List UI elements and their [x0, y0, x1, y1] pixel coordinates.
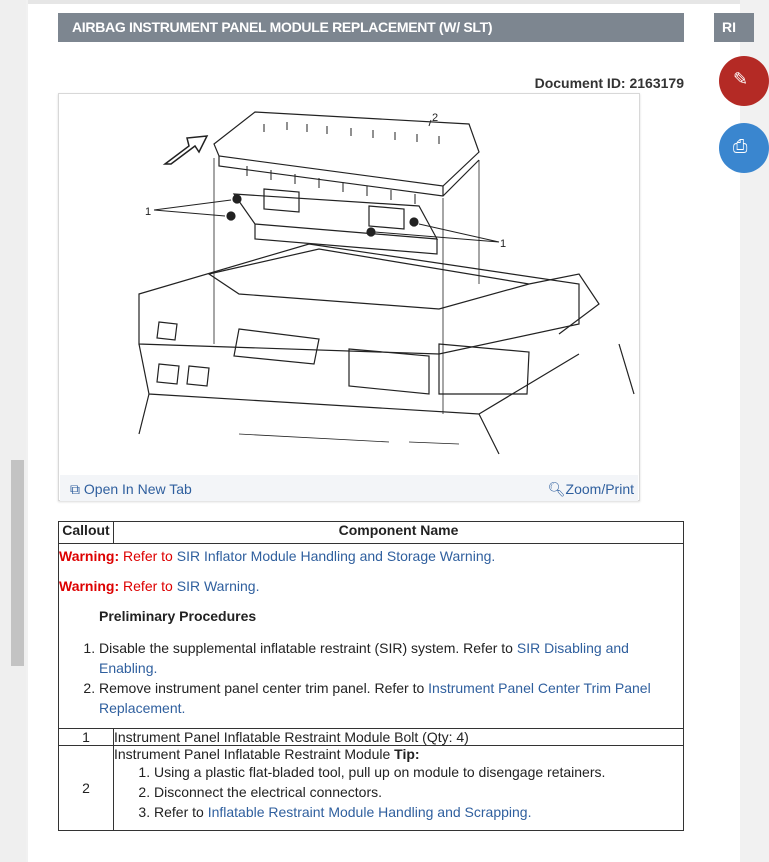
table-header-row	[59, 522, 684, 544]
list-item	[99, 638, 683, 678]
figure-footer	[60, 475, 638, 501]
warning-2	[59, 576, 683, 596]
zoom-print-link[interactable]	[548, 481, 634, 498]
open-in-new-tab-link[interactable]	[70, 481, 192, 498]
warning-link[interactable]: SIR Inflator Module Handling and Storage Warning	[176, 548, 492, 564]
component-name-cell	[114, 746, 684, 831]
warning-label: Warning:	[59, 578, 120, 594]
list-item: 1. Using a plastic flat-bladed tool, pull up on module to disengage retainers.	[154, 762, 683, 782]
step-link[interactable]: SIR Disabling and Enabling	[99, 640, 629, 676]
print-button[interactable]	[719, 123, 769, 173]
step-suffix: .	[181, 700, 186, 716]
tip-link[interactable]: Inflatable Restraint Module Handling and Scrapping	[207, 804, 528, 820]
document-content	[28, 0, 749, 862]
feedback-icon: ✎	[733, 69, 749, 89]
scrollbar-thumb[interactable]	[11, 460, 24, 666]
step-text: Remove instrument panel center trim panel. Refer to	[99, 680, 425, 696]
preliminary-title: Preliminary Procedures	[99, 608, 257, 624]
component-name-header: Component Name	[114, 522, 684, 544]
callout-cell: 1	[59, 729, 114, 746]
tips-list	[114, 762, 683, 822]
warning-1	[59, 546, 683, 566]
open-in-new-tab-label: Open In New Tab	[83, 481, 192, 497]
callout-cell: 2	[59, 746, 114, 831]
preliminary-steps	[59, 638, 683, 718]
tip-label: Tip:	[394, 746, 420, 762]
document-id: Document ID: 2163179	[534, 75, 684, 91]
callout-header: Callout	[59, 522, 114, 544]
warning-label: Warning:	[59, 548, 120, 564]
component-name: Instrument Panel Inflatable Restraint Module	[114, 746, 391, 762]
tip-suffix: .	[527, 804, 532, 820]
warning-suffix: .	[255, 578, 260, 594]
airbag-module-diagram	[59, 94, 639, 474]
step-suffix: .	[153, 660, 158, 676]
open-tab-icon: ⧉	[70, 481, 80, 497]
warning-prefix: Refer to	[123, 578, 173, 594]
list-item: 2. Disconnect the electrical connectors.	[154, 782, 683, 802]
page-title: AIRBAG INSTRUMENT PANEL MODULE REPLACEMENT (W/ SLT)	[58, 13, 684, 42]
callout-1-right: 1	[500, 238, 507, 250]
print-icon: ⎙	[733, 136, 748, 156]
table-row-preliminary	[59, 544, 684, 729]
left-gutter	[0, 0, 26, 862]
component-table	[58, 521, 684, 831]
right-panel-title: RI	[714, 13, 754, 42]
table-row	[59, 746, 684, 831]
warning-prefix: Refer to	[123, 548, 173, 564]
step-link[interactable]: Instrument Panel Center Trim Panel Replacement	[99, 680, 651, 716]
feedback-button[interactable]	[719, 56, 769, 106]
list-item	[99, 678, 683, 718]
direction-arrow-icon	[165, 136, 207, 164]
list-item	[154, 802, 683, 822]
zoom-icon: 🔍︎	[547, 481, 566, 497]
callout-2: 2	[432, 112, 439, 124]
table-row	[59, 729, 684, 746]
callout-1-left: 1	[145, 206, 152, 218]
figure-panel	[58, 93, 640, 501]
step-text: Disable the supplemental inflatable restraint (SIR) system. Refer to	[99, 640, 513, 656]
warning-link[interactable]: SIR Warning	[176, 578, 256, 594]
zoom-print-label: Zoom/Print	[565, 481, 634, 497]
top-divider	[28, 0, 740, 4]
warning-suffix: .	[491, 548, 496, 564]
component-name-cell: Instrument Panel Inflatable Restraint Module Bolt (Qty: 4)	[114, 729, 684, 746]
preliminary-cell	[59, 544, 684, 729]
tip-text: Refer to	[154, 804, 204, 820]
